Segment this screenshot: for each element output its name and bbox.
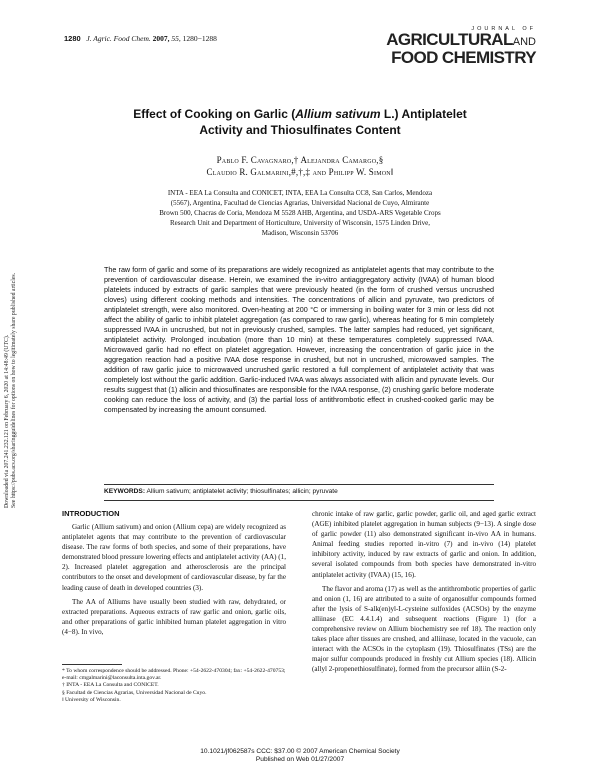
logo-word-agricultural: AGRICULTURAL (386, 30, 513, 49)
affiliation-line: INTA - EEA La Consulta and CONICET, INTA, EEA La Consulta CC8, San Carlos, Mendoza (167, 189, 433, 197)
title-pre: Effect of Cooking on Garlic ( (133, 107, 296, 121)
keywords-label: KEYWORDS: (104, 488, 146, 495)
keywords-list: Allium sativum; antiplatelet activity; thiosulfinates; allicin; pyruvate (146, 488, 338, 495)
page-number: 1280 (64, 34, 81, 43)
publication-info (100, 748, 500, 764)
abstract: The raw form of garlic and some of its preparations are widely recognized as antiplatelet agents that may contribute to the prevention of cardiovascular disease. Herein, we examined the in-vitro antiaggregatory activity (IVAA) of human blood platelets induced by extracts of garlic samples that were previously heated (in the form of crushed versus uncrushed cloves) using different cooking methods and intensities. The concentrations of allicin and pyruvate, two predictors of antiplatelet strength, were also monitored. Oven-heating at 200 °C or immersing in boiling water for 3 min or less did not affect the ability of garlic to inhibit platelet aggregation (as compared to raw garlic), whereas heating for 6 min completely suppressed IVAA in uncrushed, but not in previously crushed, samples. The latter samples had reduced, yet significant, antiplatelet activity. Prolonged incubation (more than 10 min) at these temperatures completely suppressed IVAA. Microwaved garlic had no effect on platelet aggregation. However, increasing the concentration of garlic juice in the aggregation reaction had a positive IVAA dose response in crushed, but not in uncrushed, microwaved samples. The addition of raw garlic juice to microwaved uncrushed garlic restored a full complement of antiplatelet activity that was completely lost without the garlic addition. Garlic-induced IVAA was always associated with allicin and pyruvate levels. Our results suggest that (1) allicin and thiosulfinates are responsible for the IVAA response, (2) crushing garlic before moderate cooking can reduce the loss of activity, and (3) the partial loss of antithrombotic effect in crushed-cooked garlic may be compensated by increasing the amount consumed. (104, 265, 494, 414)
keywords-bottom-rule (104, 500, 494, 501)
title-line-2: Activity and Thiosulfinates Content (199, 123, 401, 137)
title-line-1 (80, 106, 520, 122)
affiliation-line: Brown 500, Chacras de Coria, Mendoza M 5528 AHB, Argentina, and USDA-ARS Vegetable Crops (159, 209, 441, 217)
keywords-top-rule (104, 484, 494, 485)
title-species: Allium sativum (295, 107, 381, 121)
journal-year: 2007, (152, 34, 170, 43)
running-header (64, 34, 217, 43)
affiliation-line: Research Unit and Department of Horticulture, University of Wisconsin, 1575 Linden Drive, (169, 219, 431, 227)
intro-paragraph: Garlic (Allium sativum) and onion (Allium cepa) are widely recognized as antiplatelet agents that may contribute to the prevention of cardiovascular disease. The raw forms of both species, and some of their preparations, have demonstrated blood pressure lowering effects and antiplatelet activity (AA) (1, 2). Increased platelet aggregation and atherosclerosis are the principal contributors to the onset and development of cardiovascular disease, by far the leading cause of death in developed countries (3). (62, 523, 286, 592)
affiliation-line: Madison, Wisconsin 53706 (261, 229, 339, 237)
journal-pages: 1280−1288 (182, 34, 217, 43)
intro-paragraph: chronic intake of raw garlic, garlic powder, garlic oil, and aged garlic extract (AGE) inhibited platelet aggregation in human subjects (9−13). A single dose of garlic powder (11) also demonstrated significant in-vivo AA in humans. Animal feeding studies reported in-vitro (7) and in-vivo (14) platelet inhibitory activity, induced by raw extracts of garlic and onion. In addition, several isolated compounds from both species have demonstrated in-vitro antiplatelet activity (IVAA) (15, 16). (312, 510, 536, 579)
logo-line-food-chemistry: FOOD CHEMISTRY (391, 48, 536, 67)
download-notice (4, 273, 18, 508)
affiliations (110, 188, 490, 238)
authors-line-1: Pablo F. Cavagnaro,† Alejandra Camargo,§ (216, 155, 384, 165)
logo-word-and: AND (512, 36, 536, 48)
journal-volume: 55, (171, 34, 181, 43)
footnote: ‖ University of Wisconsin. (62, 696, 121, 703)
affiliation-line: (5567), Argentina, Facultad de Ciencias Agrarias, Universidad Nacional de Cuyo, Almirante (170, 199, 430, 207)
footnote: * To whom correspondence should be addressed. Phone: +54-2622-470304; fax: +54-2622-470753; e-mail: cmgalmarini@laconsulta.inta.gov.ar. (62, 668, 286, 682)
journal-abbrev: J. Agric. Food Chem. (86, 34, 151, 43)
footnote: † INTA - EEA La Consulta and CONICET. (62, 682, 159, 689)
article-title (80, 106, 520, 138)
download-notice-line-2: See https://pubs.acs.org/sharingguidelines for options on how to legitimately share published articles. (11, 272, 17, 508)
intro-right-column (312, 509, 536, 679)
intro-left-column (62, 522, 286, 641)
published-line: Published on Web 01/27/2007 (255, 756, 345, 763)
logo-line-journal-of: JOURNAL OF (471, 26, 536, 32)
intro-paragraph: The flavor and aroma (17) as well as the antithrombotic properties of garlic and onion (1, 16) are attributed to a suite of organosulfur compounds formed after the lysis of S-alk(en)yl-L-cysteine sulfoxides (ACSOs) by the enzyme alliinase (EC 4.4.1.4) and subsequent reactions (Figure 1) (for a comprehensive review on Allium biochemistry see ref 18). The reaction only takes place after tissues are crushed, and alliinase, located in the vacuole, can interact with the ACSOs in the cytoplasm (19). Thiosulfinates (TSs) are the major sulfur compounds produced in freshly cut Allium species (18). Allicin (allyl 2-propenethiosulfinate), formed from the precursor alliin (S-2- (312, 584, 536, 674)
title-post: L.) Antiplatelet (380, 107, 467, 121)
footnote-rule (62, 664, 122, 665)
footnote: § Facultad de Ciencias Agrarias, Universidad Nacional de Cuyo. (62, 689, 207, 696)
intro-paragraph: The AA of Alliums have usually been studied with raw, dehydrated, or extracted preparations. Aqueous extracts of raw garlic and onion, garlic oils, and other preparations of garlic inhibited human platelet aggregation in vitro (4−8). In vivo, (62, 597, 286, 636)
keywords (104, 488, 494, 495)
download-notice-line-1: Downloaded via 207.241.232.121 on February 6, 2020 at 14:48:49 (UTC). (4, 334, 10, 508)
journal-logo (336, 26, 536, 66)
doi-line: 10.1021/jf062587s CCC: $37.00 © 2007 American Chemical Society (200, 748, 400, 755)
footnotes (62, 668, 286, 704)
authors-line-2: Claudio R. Galmarini,#,†,‡ and Philipp W. Simon‖ (206, 167, 394, 177)
introduction-heading: INTRODUCTION (62, 509, 120, 518)
author-list (80, 155, 520, 177)
